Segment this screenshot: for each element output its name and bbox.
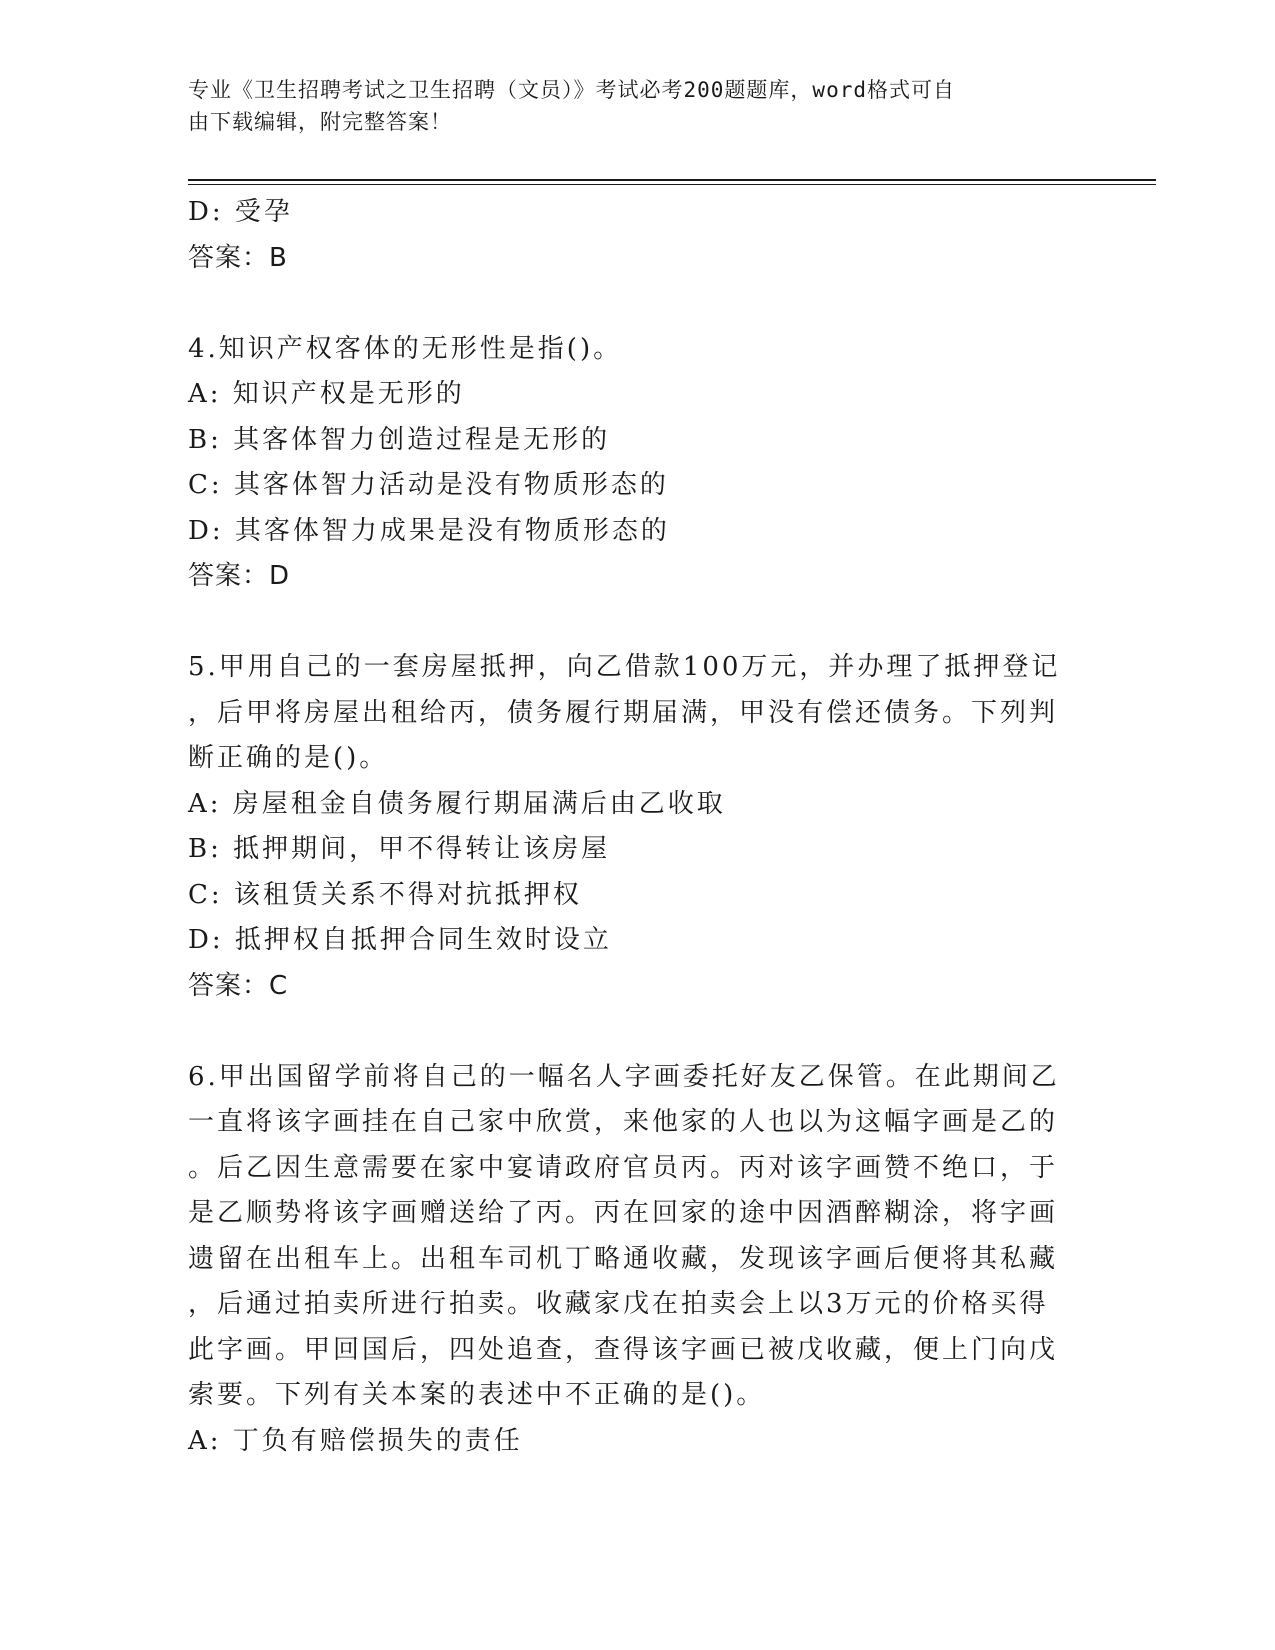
header-title-line-2: 由下载编辑，附完整答案！: [188, 110, 452, 134]
question-6-text-line-7: 此字画。甲回国后，四处追查，查得该字画已被戊收藏，便上门向戊: [188, 1334, 1059, 1365]
question-4-option-b: B: 其客体智力创造过程是无形的: [188, 424, 611, 455]
spacer: [188, 1009, 1068, 1055]
question-5-text-line-2: ，后甲将房屋出租给丙，债务履行期届满，甲没有偿还债务。下列判: [188, 697, 1059, 728]
question-6-option-a: A: 丁负有赔偿损失的责任: [188, 1425, 523, 1456]
question-5-text-line-1: 5.甲用自己的一套房屋抵押，向乙借款100万元，并办理了抵押登记: [188, 652, 1061, 682]
question-6-text-line-3: 。后乙因生意需要在家中宴请政府官员丙。丙对该字画赞不绝口，于: [188, 1152, 1059, 1183]
prev-answer: 答案：B: [188, 242, 288, 273]
question-6-text-line-1: 6.甲出国留学前将自己的一幅名人字画委托好友乙保管。在此期间乙: [188, 1061, 1060, 1092]
question-4-option-c: C: 其客体智力活动是没有物质形态的: [188, 470, 669, 500]
spacer: [188, 600, 1068, 646]
question-6-text-line-4: 是乙顺势将该字画赠送给了丙。丙在回家的途中因酒醉糊涂，将字画: [188, 1198, 1059, 1228]
document-header: [188, 74, 1068, 138]
document-body: [188, 190, 1068, 1464]
question-4-text: 4.知识产权客体的无形性是指()。: [188, 333, 623, 364]
question-4-option-a: A: 知识产权是无形的: [188, 379, 465, 409]
question-4-option-d: D: 其客体智力成果是没有物质形态的: [188, 515, 670, 546]
spacer: [188, 281, 1068, 327]
question-6-text-line-2: 一直将该字画挂在自己家中欣赏，来他家的人也以为这幅字画是乙的: [188, 1107, 1059, 1137]
header-title-line-1: 专业《卫生招聘考试之卫生招聘（文员）》考试必考200题题库，word格式可自: [188, 78, 955, 102]
header-divider-thin: [188, 184, 1156, 185]
question-4: [188, 327, 1068, 600]
question-5: [188, 645, 1068, 1009]
question-5-option-a: A: 房屋租金自债务履行期届满后由乙收取: [188, 788, 726, 819]
question-6-text-line-5: 遗留在出租车上。出租车司机丁略通收藏，发现该字画后便将其私藏: [188, 1243, 1059, 1274]
question-5-option-c: C: 该租赁关系不得对抗抵押权: [188, 879, 582, 910]
prev-option-d: D: 受孕: [188, 197, 293, 227]
question-5-text-line-3: 断正确的是()。: [188, 743, 389, 773]
question-6: [188, 1055, 1068, 1465]
question-5-option-d: D: 抵押权自抵押合同生效时设立: [188, 925, 612, 955]
question-6-text-line-6: ，后通过拍卖所进行拍卖。收藏家戊在拍卖会上以3万元的价格买得: [188, 1289, 1049, 1319]
question-5-option-b: B: 抵押期间，甲不得转让该房屋: [188, 834, 611, 864]
header-divider-thick: [188, 179, 1156, 181]
question-5-answer: 答案：C: [188, 970, 289, 1001]
question-6-text-line-8: 索要。下列有关本案的表述中不正确的是()。: [188, 1380, 766, 1410]
question-4-answer: 答案：D: [188, 561, 291, 591]
